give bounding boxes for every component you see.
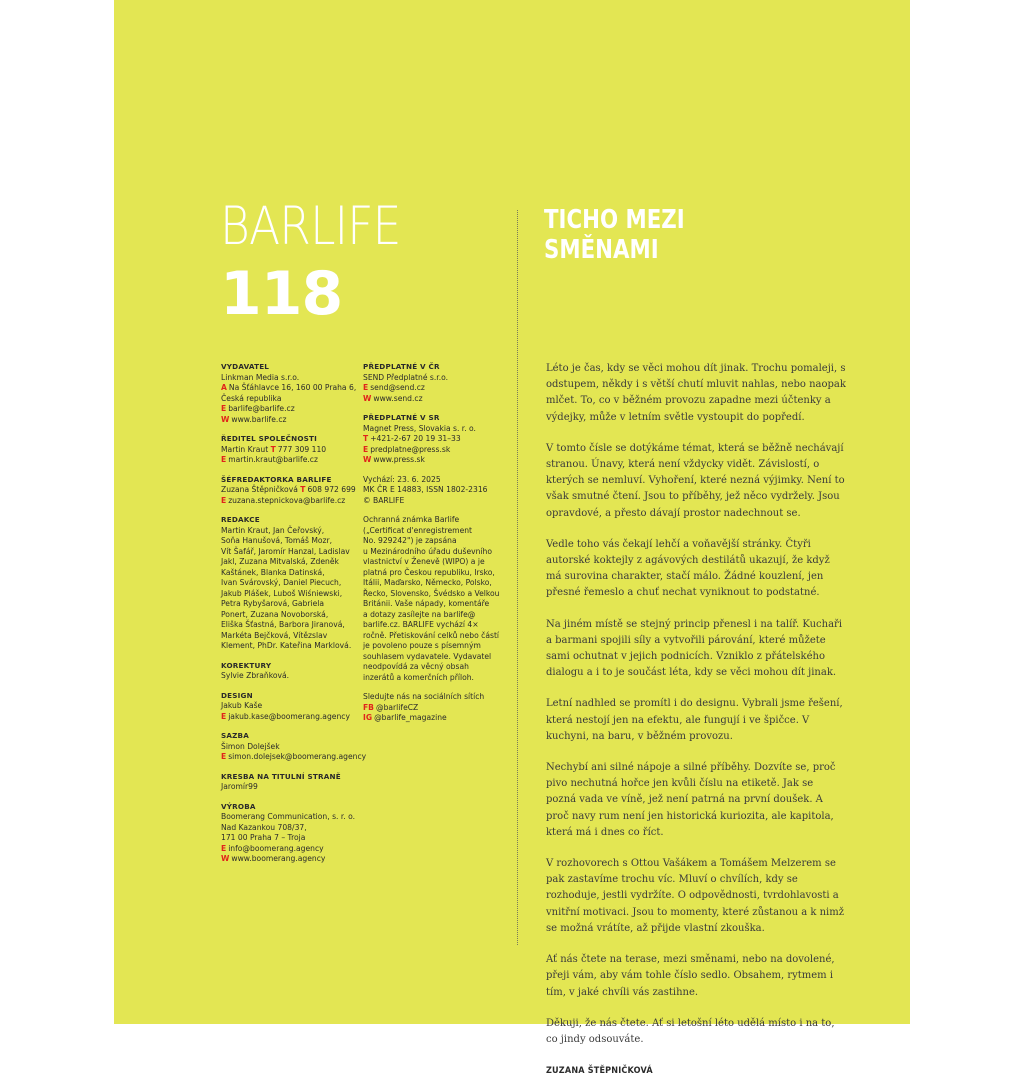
masthead-section	[363, 475, 503, 507]
masthead-line	[221, 404, 361, 415]
masthead-line	[221, 833, 361, 844]
masthead-line-text: Eliška Šťastná, Barbora Jiranová,	[221, 620, 345, 629]
masthead-section	[363, 692, 503, 724]
masthead-line	[363, 536, 503, 547]
contact-type-label: E	[221, 455, 227, 464]
masthead-section-title: SAZBA	[221, 731, 249, 740]
contact-type-label: T	[270, 444, 276, 454]
masthead-line	[363, 631, 503, 642]
masthead-section-title: REDAKCE	[221, 515, 260, 524]
masthead-line	[363, 373, 503, 384]
masthead-line-text: © BARLIFE	[363, 495, 405, 505]
masthead-line-text: Ivan Svárovský, Daniel Piecuch,	[221, 578, 342, 587]
masthead-line-text: jakub.kase@boomerang.agency	[228, 711, 350, 721]
masthead-line-text: Nad Kazankou 708/37,	[221, 822, 307, 832]
masthead-line	[363, 662, 503, 673]
masthead-section	[221, 515, 361, 652]
masthead-section	[363, 413, 503, 466]
masthead-line-text: Vít Šafář, Jaromír Hanzal, Ladislav	[221, 546, 350, 556]
masthead-line-text: Na Šťáhlavce 16, 160 00 Praha 6,	[228, 383, 357, 392]
masthead-line	[221, 536, 361, 547]
masthead-line	[363, 434, 503, 445]
masthead-line-text: MK ČR E 14883, ISSN 1802-2316	[363, 485, 488, 494]
contact-type-label: E	[221, 752, 227, 761]
masthead-line-text: Jakl, Zuzana Mitvalská, Zdeněk	[221, 557, 339, 566]
editorial-body	[546, 361, 846, 1079]
masthead-line	[221, 394, 361, 405]
masthead-line-text: barlife.cz. BARLIFE vychází 4×	[363, 620, 479, 629]
masthead-line-text: No. 929242") je zapsána	[363, 536, 457, 545]
masthead-section-title: KOREKTURY	[221, 660, 272, 670]
contact-type-label: T	[363, 434, 369, 443]
masthead-section-title: PŘEDPLATNÉ V ČR	[363, 362, 440, 371]
contact-type-label: T	[300, 485, 306, 494]
body-paragraph: V rozhovorech s Ottou Vašákem a Tomášem Melzerem se pak zastavíme trochu víc. Mluví o chvílích, kdy se rozhoduje, jestli vydržíte. O odpovědnosti, tvrdohlavosti a vnitřní motivaci. Jsou to momenty, které zůstanou a k nimž se možná vrátíte, až přijde vlastní zkouška.	[546, 858, 844, 934]
contact-type-label: W	[221, 414, 230, 424]
masthead-line-text: Ponert, Zuzana Novoborská,	[221, 609, 329, 619]
masthead-line-text: SEND Předplatné s.r.o.	[363, 372, 449, 382]
masthead-line	[221, 752, 367, 763]
body-paragraph: Vedle toho vás čekají lehčí a voňavější stránky. Čtyři autorské koktejly z agávových destilátů ukazují, že když má surovina charakter, stačí málo. Žádné kouzlení, jen přesné řemeslo a chuť nechat vyniknout to podstatné.	[546, 538, 830, 599]
masthead-section-title: KRESBA NA TITULNÍ STRANĚ	[221, 771, 341, 781]
masthead-line-text: Ochranná známka Barlife	[363, 515, 460, 524]
masthead-line-text: vlastnictví v Ženevě (WIPO) a je	[363, 557, 485, 566]
masthead-line	[363, 526, 503, 537]
masthead-line-text: Itálii, Maďarsko, Německo, Polsko,	[363, 578, 492, 587]
masthead-section	[221, 475, 361, 507]
masthead-line-text: Boomerang Communication, s. r. o.	[221, 812, 356, 821]
masthead-line-text: Sledujte nás na sociálních sítích	[363, 692, 485, 701]
contact-type-label: FB	[363, 702, 374, 712]
masthead-line	[363, 610, 503, 621]
masthead-section	[221, 661, 361, 682]
masthead-line-text: Soňa Hanušová, Tomáš Mozr,	[221, 536, 333, 545]
masthead-line-text: Linkman Media s.r.o.	[221, 372, 300, 382]
masthead-line	[363, 557, 503, 568]
masthead-line-text: Vychází: 23. 6. 2025	[363, 474, 441, 484]
masthead-line-text: souhlasem vydavatele. Vydavatel	[363, 651, 492, 661]
masthead-line	[363, 455, 503, 466]
masthead-section	[221, 772, 361, 793]
masthead-line	[363, 547, 503, 558]
contact-type-label: IG	[363, 713, 373, 722]
contact-type-label: E	[221, 495, 227, 505]
masthead-line	[221, 526, 361, 537]
masthead-line	[221, 620, 361, 631]
masthead-line	[363, 424, 503, 435]
body-paragraph: Nechybí ani silné nápoje a silné příběhy. Dozvíte se, proč pivo nechutná hořce jen kvůli číslu na etiketě. Jak se pozná vada ve víně, jež není patrná na první doušek. A proč navy rum není jen historická kuriozita, ale kapitola, která má i dnes co říct.	[546, 762, 836, 838]
masthead-line-text: predplatne@press.sk	[370, 444, 451, 454]
masthead-line-text: („Certificat d'enregistrement	[363, 525, 473, 535]
masthead-line-text: @barlife_magazine	[374, 713, 447, 722]
contact-type-label: E	[221, 843, 227, 853]
masthead-line	[221, 844, 361, 855]
masthead-line	[363, 589, 503, 600]
masthead-line-text: Martin Kraut	[221, 444, 269, 454]
masthead-line	[221, 496, 361, 507]
masthead-line	[363, 620, 503, 631]
masthead-line-text: www.barlife.cz	[231, 414, 287, 424]
body-paragraph: Ať nás čtete na terase, mezi směnami, nebo na dovolené, přeji vám, aby vám tohle číslo sedlo. Obsahem, rytmem i tím, v jaké chvíli vás zastihne.	[546, 954, 835, 998]
masthead-line	[221, 557, 361, 568]
masthead-line	[363, 383, 503, 394]
masthead-line-text: Klement, PhDr. Kateřina Marklová.	[221, 641, 352, 650]
masthead-line	[221, 671, 361, 682]
masthead-line	[221, 568, 361, 579]
contact-type-label: W	[221, 854, 230, 863]
masthead-line	[221, 641, 361, 652]
masthead-line-text: Kaštánek, Blanka Datinská,	[221, 567, 325, 577]
masthead-line-text: Jakub Plášek, Luboš Wiśniewski,	[221, 588, 343, 598]
masthead-line	[363, 475, 503, 486]
masthead-line	[221, 373, 361, 384]
body-paragraph: Děkuji, že nás čtete. Ať si letošní léto udělá místo i na to, co jindy odsouváte.	[546, 1017, 835, 1045]
masthead-line	[363, 445, 503, 456]
contact-type-label: E	[221, 404, 227, 413]
masthead-line	[221, 712, 361, 723]
contact-type-label: E	[363, 444, 369, 454]
masthead-line	[363, 652, 503, 663]
masthead-line-text: je povoleno pouze s písemným	[363, 641, 481, 650]
masthead-line	[221, 383, 361, 394]
body-paragraph: Léto je čas, kdy se věci mohou dít jinak. Trochu pomaleji, s odstupem, někdy i s větší chutí mluvit nahlas, nebo naopak mlčet. To, co v běžném provozu zapadne mezi účtenky a výdejky, může v letním světle vystoupit do popředí.	[546, 363, 846, 423]
masthead-line-text: 777 309 110	[277, 444, 327, 454]
body-paragraph: Letní nadhled se promítl i do designu. Vybrali jsme řešení, která nestojí jen na efektu, ale fungují i ve špičce. V kuchyni, na baru, v běžném provozu.	[546, 698, 843, 742]
contact-type-label: E	[363, 383, 369, 392]
masthead-section-title: VÝROBA	[221, 801, 256, 811]
issue-number: 118	[220, 259, 343, 329]
masthead-line-text: Zuzana Štěpničková	[221, 485, 298, 494]
masthead-line	[363, 485, 503, 496]
masthead-line-text: zuzana.stepnickova@barlife.cz	[228, 495, 346, 505]
masthead-section-title: VYDAVATEL	[221, 362, 270, 371]
masthead-line-text: barlife@barlife.cz	[228, 404, 295, 413]
masthead-line-text: Sylvie Zbraňková.	[221, 671, 290, 680]
author-signature: ZUZANA ŠTĚPNIČKOVÁ	[546, 1066, 653, 1077]
masthead-line-text: platná pro Českou republiku, Irsko,	[363, 567, 495, 577]
masthead-line-text: Británii. Vaše nápady, komentáře	[363, 599, 490, 608]
masthead-line-text: Martin Kraut, Jan Čeřovský,	[221, 525, 325, 535]
masthead-line	[363, 515, 503, 526]
masthead-line-text: @barlifeCZ	[375, 702, 419, 712]
masthead-line	[363, 578, 503, 589]
contact-type-label: W	[363, 393, 372, 403]
masthead-section-title: ŘEDITEL SPOLEČNOSTI	[221, 434, 317, 443]
masthead-line	[363, 641, 503, 652]
masthead-line	[221, 782, 361, 793]
magazine-page	[114, 0, 910, 1077]
masthead-line-text: neodpovídá za věcný obsah	[363, 662, 469, 671]
body-paragraph: Na jiném místě se stejný princip přenesl i na talíř. Kuchaři a barmani spojili síly a vytvořili párování, které můžete sami ochutnat v jejich podnicích. Vzniklo z přátelského dialogu a i to je součást léta, kdy se věci mohou dít jinak.	[546, 618, 843, 679]
masthead-line	[221, 812, 361, 823]
masthead-line-text: inzerátů a komerčních příloh.	[363, 672, 474, 682]
masthead-line-text: 171 00 Praha 7 – Troja	[221, 833, 306, 842]
masthead-line-text: u Mezinárodního úřadu duševního	[363, 546, 493, 556]
masthead-line	[363, 692, 503, 703]
masthead-right-column	[363, 362, 503, 733]
masthead-line-text: Řecko, Slovensko, Švédsko a Velkou	[363, 588, 500, 598]
masthead-line	[221, 823, 361, 834]
masthead-line-text: www.press.sk	[373, 455, 425, 464]
masthead-section	[221, 731, 367, 763]
masthead-line	[221, 445, 361, 456]
masthead-line-text: a dotazy zasílejte na barlife@	[363, 609, 476, 619]
masthead-line	[363, 713, 503, 724]
masthead-line-text: Česká republika	[221, 393, 282, 403]
masthead-line	[221, 415, 361, 426]
masthead-line	[363, 394, 503, 405]
masthead-line	[221, 578, 361, 589]
masthead-section	[221, 691, 361, 723]
masthead-line-text: 608 972 699	[307, 485, 356, 494]
contact-type-label: A	[221, 383, 227, 392]
masthead-line-text: send@send.cz	[370, 383, 425, 392]
column-divider	[517, 210, 518, 945]
masthead-line	[363, 703, 503, 714]
masthead-line-text: Šimon Dolejšek	[221, 741, 280, 751]
masthead-section	[363, 515, 503, 683]
masthead-line-text: Magnet Press, Slovakia s. r. o.	[363, 423, 476, 433]
masthead-line	[363, 599, 503, 610]
masthead-line	[221, 631, 361, 642]
contact-type-label: E	[221, 711, 227, 721]
masthead-line-text: Jaromír99	[221, 782, 258, 791]
masthead-line-text: Markéta Bejčková, Vítězslav	[221, 630, 328, 640]
contact-type-label: W	[363, 455, 372, 464]
masthead-line-text: martin.kraut@barlife.cz	[228, 455, 318, 464]
masthead-line-text: ročně. Přetiskování celků nebo částí	[363, 630, 500, 640]
masthead-section	[363, 362, 503, 404]
body-paragraph: V tomto čísle se dotýkáme témat, která se běžně nechávají stranou. Únavy, která není vždycky vidět. Závislostí, o kterých se nemluví. Vyhoření, které nezná výjimky. Není to však smutné čtení. Jsou to příběhy, jež něco vydržely. Jsou opravdové, a přesto dávají prostor nadechnout se.	[546, 442, 845, 519]
masthead-line-text: www.send.cz	[373, 393, 423, 403]
brand-wordmark: BARLIFE	[220, 196, 401, 257]
masthead-line	[221, 742, 361, 753]
masthead-line	[221, 547, 361, 558]
masthead-section-title: ŠÉFREDAKTORKA BARLIFE	[221, 474, 332, 484]
editorial-headline: TICHO MEZI SMĚNAMI	[544, 205, 685, 265]
masthead-line	[363, 496, 503, 507]
masthead-section	[221, 362, 361, 425]
masthead-line-text: +421-2-67 20 19 31–33	[370, 434, 461, 443]
masthead-section	[221, 434, 361, 466]
masthead-line-text: www.boomerang.agency	[231, 854, 326, 863]
masthead-line	[221, 854, 361, 865]
masthead-line-text: info@boomerang.agency	[228, 843, 324, 853]
masthead-line	[221, 701, 361, 712]
masthead-line	[221, 455, 361, 466]
masthead-line-text: Jakub Kaše	[221, 701, 263, 710]
masthead-line	[363, 568, 503, 579]
masthead-line-text: simon.dolejsek@boomerang.agency	[228, 752, 367, 761]
masthead-line	[221, 485, 361, 496]
masthead-line	[221, 589, 361, 600]
masthead-line	[363, 673, 503, 684]
masthead-left-column	[221, 362, 367, 874]
masthead-section-title: DESIGN	[221, 690, 253, 700]
masthead-section	[221, 802, 361, 865]
masthead-line	[221, 599, 361, 610]
masthead-line	[221, 610, 361, 621]
masthead-section-title: PŘEDPLATNÉ V SR	[363, 413, 440, 422]
masthead-line-text: Petra Rybyšarová, Gabriela	[221, 599, 325, 608]
